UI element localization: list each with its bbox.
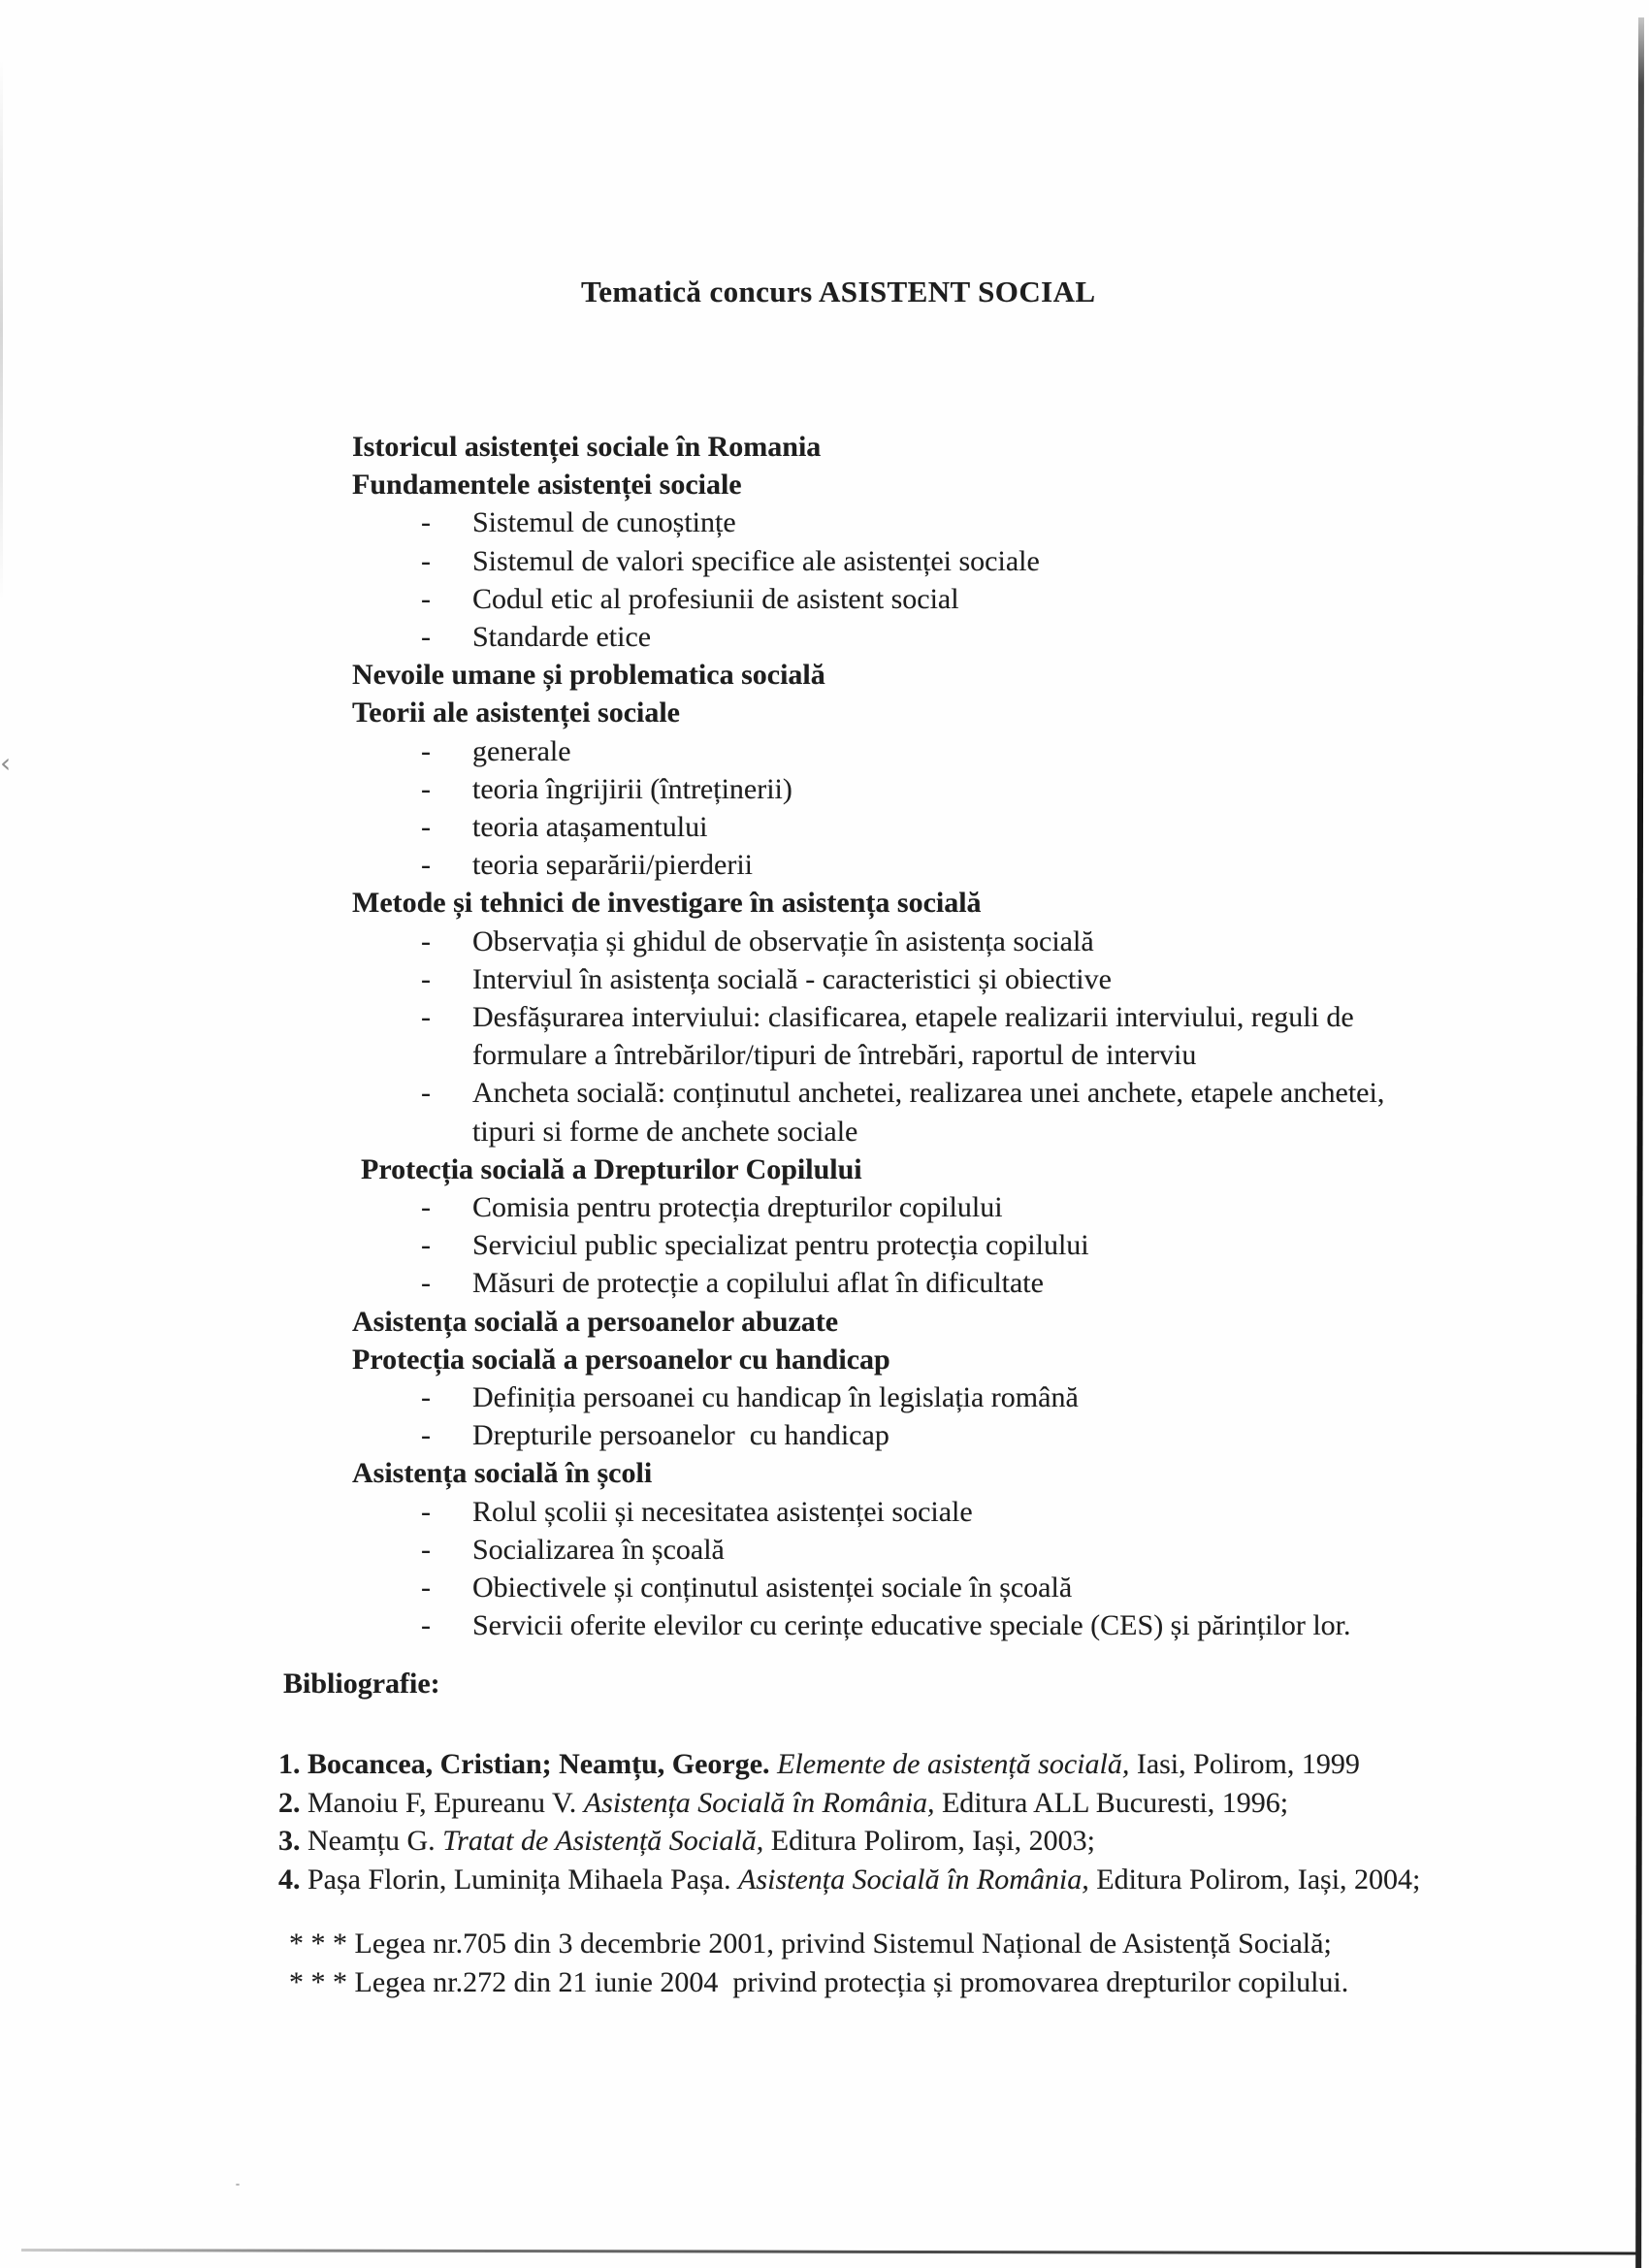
bullet-text [472,1074,1384,1150]
bullet-text [472,808,707,846]
bullet-line: Măsuri de protecție a copilului aflat în dificultate [472,1267,1044,1300]
bib-work-title: Tratat de Asistență Socială, [442,1825,764,1857]
bullet-dash-icon: - [421,1419,431,1452]
bib-text: Neamțu G. [300,1825,443,1857]
bullet-text [472,770,792,808]
topic-heading: Asistența socială a persoanelor abuzate [352,1305,839,1338]
bullet-dash-icon: - [421,734,431,767]
bullet-line: generale [472,734,571,767]
bib-text: 4. [278,1863,301,1895]
topic-bullet-item [352,542,1384,580]
bullet-text [472,1264,1044,1302]
bullet-text [472,1416,889,1454]
bullet-text [472,1493,973,1531]
bibliography-list [278,1745,1420,1898]
topic-heading: Nevoile umane și problematica socială [352,659,825,692]
bullet-dash-icon: - [421,772,431,805]
bullet-line: Sistemul de cunoștințe [472,506,736,539]
bullet-dash-icon: - [421,582,431,615]
bullet-text [472,1188,1003,1226]
bullet-line: Obiectivele și conținutul asistenței sociale în școală [472,1571,1073,1604]
bullet-dash-icon: - [421,962,431,995]
bullet-dash-icon: - [421,1571,431,1604]
topic-bullet-item [352,1226,1384,1264]
bib-text: 1. Bocancea, Cristian; Neamțu, George. [278,1748,770,1780]
topic-heading: Asistența socială în școli [352,1457,653,1490]
bullet-line: Observația și ghidul de observație în asistența socială [472,924,1094,957]
bullet-line: Codul etic al profesiunii de asistent social [472,582,959,615]
bib-work-title: Asistența Socială în România, [583,1786,935,1819]
topic-heading: Protecția socială a persoanelor cu handicap [352,1343,890,1376]
bullet-line: formulare a întrebărilor/tipuri de întrebări, raportul de interviu [472,1039,1197,1072]
left-margin-mark: ‹ [0,747,12,779]
bullet-line: teoria separării/pierderii [472,849,754,882]
law-line: * * * Legea nr.705 din 3 decembrie 2001, privind Sistemul Național de Asistență Socială; [289,1928,1332,1960]
topic-bullet-item [352,998,1384,1074]
topic-heading: Istoricul asistenței sociale în Romania [352,431,822,463]
bibliography-entry [278,1784,1420,1823]
bullet-dash-icon: - [421,849,431,882]
topic-bullet-item [352,1606,1384,1644]
bibliography-entry [278,1822,1420,1861]
bullet-dash-icon: - [421,924,431,957]
bullet-dash-icon: - [421,1495,431,1528]
bullet-text [472,542,1040,580]
topic-heading: Teorii ale asistenței sociale [352,697,680,729]
bullet-line: Definiția persoanei cu handicap în legislația română [472,1381,1079,1414]
topic-bullet-item [352,960,1384,998]
scan-bottom-edge-line [21,2249,1637,2254]
bullet-text [472,998,1354,1074]
bibliography-entry [278,1745,1420,1784]
bullet-dash-icon: - [421,1229,431,1262]
bullet-line: teoria îngrijirii (întreținerii) [472,772,792,805]
topic-bullet-item [352,1264,1384,1302]
bullet-line: Servicii oferite elevilor cu cerințe educative speciale (CES) și părinților lor. [472,1609,1351,1642]
bibliography-heading: Bibliografie: [283,1668,440,1700]
topic-bullet-item [352,1493,1384,1531]
bullet-dash-icon: - [421,1191,431,1224]
bullet-text [472,1606,1351,1644]
bullet-text [472,846,753,884]
bib-work-title: Asistența Socială în România, [738,1863,1089,1895]
bullet-line: tipuri si forme de anchete sociale [472,1115,858,1148]
topic-bullet-item [352,1188,1384,1226]
scan-right-edge-line [1635,17,1644,2268]
bullet-dash-icon: - [421,544,431,577]
laws-list [289,1925,1348,2002]
bullet-line: Drepturile persoanelor cu handicap [472,1419,889,1452]
topic-bullet-item [352,580,1384,618]
bullet-dash-icon: - [421,621,431,654]
scan-left-edge-shade [0,58,3,601]
bib-text: Editura Polirom, Iași, 2004; [1088,1863,1421,1895]
bullet-text [472,960,1112,998]
bullet-line: Ancheta socială: conținutul anchetei, realizarea unei anchete, etapele anchetei, [472,1077,1385,1110]
topic-heading: Metode și tehnici de investigare în asistența socială [352,887,982,920]
topic-bullet-item [352,770,1384,808]
bullet-line: Interviul în asistența socială - caracteristici și obiective [472,962,1112,995]
topic-bullet-item [352,923,1384,960]
bullet-line: Rolul școlii și necesitatea asistenței sociale [472,1495,973,1528]
bib-text: Pașa Florin, Luminița Mihaela Pașa. [300,1863,739,1895]
topic-bullet-item [352,1074,1384,1150]
bullet-text [472,1531,725,1569]
bullet-dash-icon: - [421,506,431,539]
bibliography-entry [278,1861,1420,1899]
topic-bullet-item [352,1569,1384,1606]
scan-speck [236,2184,240,2186]
bullet-dash-icon: - [421,1077,431,1110]
bullet-text [472,732,571,770]
bullet-text [472,503,736,541]
bullet-text [472,1569,1072,1606]
topic-bullet-item [352,846,1384,884]
bullet-line: Sistemul de valori specifice ale asistenței sociale [472,544,1040,577]
bib-work-title: Elemente de asistență socială, [777,1748,1130,1780]
topics-list [352,428,1384,1645]
bib-text: Iasi, Polirom, 1999 [1129,1748,1360,1780]
bib-text: Editura ALL Bucuresti, 1996; [934,1786,1289,1819]
topic-bullet-item [352,503,1384,541]
topic-bullet-item [352,1416,1384,1454]
law-line: * * * Legea nr.272 din 21 iunie 2004 privind protecția și promovarea drepturilor copilului. [289,1965,1349,1998]
bullet-dash-icon: - [421,811,431,844]
bullet-line: Standarde etice [472,621,652,654]
bullet-dash-icon: - [421,1609,431,1642]
bib-text: 3. [278,1825,301,1857]
document-title: Tematică concurs ASISTENT SOCIAL [581,275,1096,308]
bullet-line: teoria atașamentului [472,811,708,844]
topic-heading: Protecția socială a Drepturilor Copilului [361,1152,862,1185]
topic-bullet-item [352,808,1384,846]
bullet-text [472,923,1094,960]
bullet-dash-icon: - [421,1267,431,1300]
topic-bullet-item [352,1378,1384,1416]
bullet-line: Comisia pentru protecția drepturilor copilului [472,1191,1003,1224]
bullet-line: Serviciul public specializat pentru protecția copilului [472,1229,1089,1262]
bib-text: Manoiu F, Epureanu V. [300,1786,584,1819]
bullet-line: Socializarea în școală [472,1533,725,1566]
bullet-text [472,618,651,656]
bullet-dash-icon: - [421,1381,431,1414]
bib-text [770,1748,778,1780]
bullet-dash-icon: - [421,1533,431,1566]
bib-text: Editura Polirom, Iași, 2003; [763,1825,1095,1857]
bullet-text [472,580,959,618]
bullet-dash-icon: - [421,1001,431,1034]
bib-text: 2. [278,1786,301,1819]
bullet-text [472,1226,1089,1264]
bullet-text [472,1378,1079,1416]
topic-bullet-item [352,1531,1384,1569]
topic-bullet-item [352,618,1384,656]
topic-heading: Fundamentele asistenței sociale [352,469,742,502]
bullet-line: Desfășurarea interviului: clasificarea, etapele realizarii interviului, reguli de [472,1001,1354,1034]
topic-bullet-item [352,732,1384,770]
